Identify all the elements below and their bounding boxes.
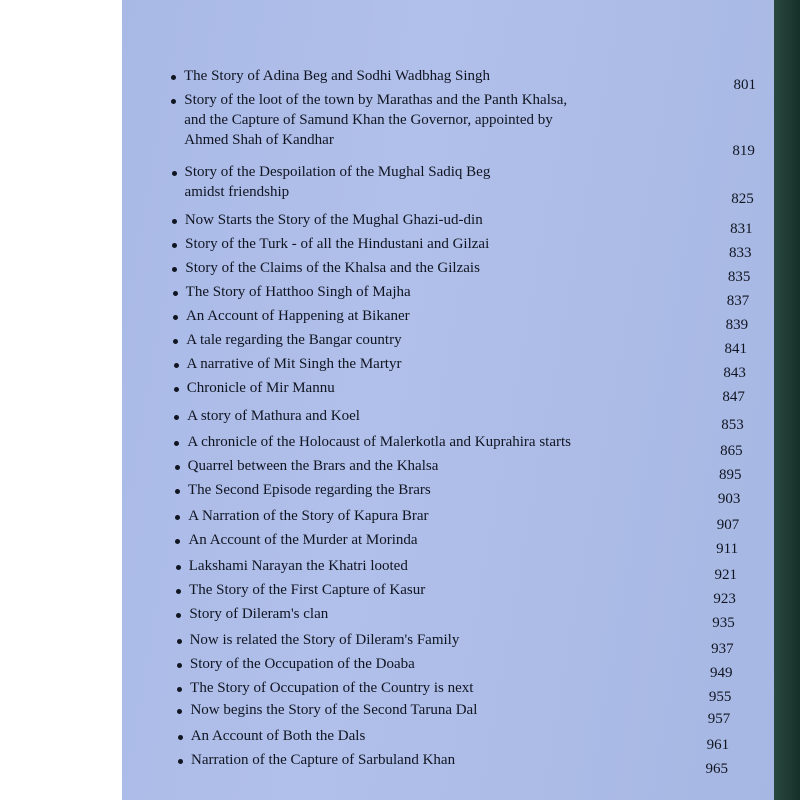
toc-entry-title [190,654,415,674]
bullet-icon [177,639,182,644]
toc-entry-title-line: Narration of the Capture of Sarbuland Khan [191,752,456,768]
toc-entry-title [191,750,455,770]
toc-entry-page-number: 911 [716,541,739,557]
bullet-icon [174,415,179,420]
toc-entry-title [188,480,431,500]
toc-entry-title-line: Now begins the Story of the Second Taruna Dal [190,702,478,718]
toc-entry-title [190,630,460,650]
toc-entry-title [187,378,335,398]
toc-entry-title [189,556,408,576]
bullet-icon [172,267,177,272]
toc-entry-page-number: 935 [712,615,735,631]
toc-entry-page-number: 825 [731,191,754,207]
toc-entry-title-line: Quarrel between the Brars and the Khalsa [187,458,439,474]
toc-entry-title-line: Lakshami Narayan the Khatri looted [188,558,408,574]
toc-entry-page-number: 961 [706,737,730,753]
bullet-icon [175,539,180,544]
toc-entry-title-line: Now Starts the Story of the Mughal Ghazi-ud-din [184,212,483,228]
bullet-icon [173,339,178,344]
toc-entry-title [191,726,366,746]
bullet-icon [177,663,182,668]
toc-entry-title-line: Story of the Occupation of the Doaba [189,656,415,672]
bullet-icon [178,759,183,764]
bullet-icon [173,315,178,320]
toc-entry-page-number: 853 [721,417,744,433]
toc-entry-title-line: The Story of the First Capture of Kasur [189,582,426,598]
toc-entry-title-line: An Account of Happening at Bikaner [185,308,410,324]
toc-entry-page-number: 957 [707,711,731,727]
toc-entry-title [186,306,410,326]
toc-entry-title-line: A tale regarding the Bangar country [186,332,402,348]
bullet-icon [172,171,177,176]
toc-entry-title-line: Story of the loot of the town by Marathas and the Panth Khalsa, [184,92,568,108]
toc-entry-page-number: 847 [722,389,745,405]
toc-entry-title-line: A narrative of Mit Singh the Martyr [186,356,402,372]
toc-entry-title-line: and the Capture of Samund Khan the Governor, appointed by [184,112,553,128]
toc-entry-title [185,258,480,278]
toc-entry-title-line: Story of Dileram's clan [189,606,329,622]
bullet-icon [178,735,183,740]
toc-entry-title [184,90,567,150]
toc-entry-title-line: Ahmed Shah of Kandhar [184,132,334,148]
book-edge-shadow [772,0,800,800]
toc-entry-title-line: The Story of Adina Beg and Sodhi Wadbhag Singh [184,68,490,84]
toc-entry-title [187,432,571,452]
bullet-icon [177,709,182,714]
toc-entry-page-number: 801 [733,77,756,93]
bullet-icon [176,589,181,594]
toc-entry-title [187,354,402,374]
toc-entry-page-number: 843 [723,365,746,381]
toc-entry-title [188,530,417,550]
bullet-icon [175,465,180,470]
bullet-icon [171,99,176,104]
toc-entry-page-number: 819 [732,143,755,159]
toc-entry-page-number: 837 [726,293,750,309]
toc-entry-page-number: 841 [724,341,748,357]
toc-entry-page-number: 903 [717,491,741,507]
toc-entry-title [184,66,490,86]
toc-entry-title [188,456,439,476]
toc-entry-title-line: Chronicle of Mir Mannu [186,380,335,396]
toc-entry-title-line: A story of Mathura and Koel [187,408,360,424]
toc-entry-title-line: A Narration of the Story of Kapura Brar [188,508,429,524]
bullet-icon [177,687,182,692]
bullet-icon [176,613,181,618]
toc-entry-title-line: The Story of Hatthoo Singh of Majha [185,284,411,300]
toc-entry-title-line: An Account of Both the Dals [190,728,366,744]
toc-entry-title [189,604,328,624]
toc-entry-title-line: Story of the Despoilation of the Mughal Sadiq Beg [184,164,491,180]
bullet-icon [171,75,176,80]
toc-entry-title [189,580,425,600]
toc-entry-page-number: 839 [725,317,749,333]
bullet-icon [175,515,180,520]
book-page [122,0,774,800]
bullet-icon [174,441,179,446]
toc-entry-page-number: 965 [705,761,728,777]
toc-entry-title [190,678,473,698]
toc-entry-title-line: The Second Episode regarding the Brars [187,482,431,498]
toc-entry-title [188,506,428,526]
toc-entry-page-number: 923 [713,591,736,607]
bullet-icon [174,363,179,368]
toc-entry-title [186,330,401,350]
toc-entry-page-number: 937 [711,641,734,657]
toc-entry-title-line: amidst friendship [184,184,290,200]
bullet-icon [175,489,180,494]
toc-entry-title [186,282,411,302]
toc-entry-page-number: 865 [720,443,743,459]
toc-entry-page-number: 831 [730,221,753,237]
toc-entry-page-number: 955 [708,689,732,705]
toc-entry-page-number: 949 [709,665,733,681]
toc-entry-title [185,162,491,202]
toc-entry-title-line: A chronicle of the Holocaust of Malerkotla and Kuprahira starts [187,434,571,450]
bullet-icon [173,291,178,296]
toc-entry-title-line: An Account of the Murder at Morinda [188,532,418,548]
toc-entry-title [185,210,483,230]
toc-entry-title [185,234,489,254]
toc-entry-title-line: Story of the Turk - of all the Hindustani and Gilzai [185,236,490,252]
toc-entry-title-line: The Story of Occupation of the Country is next [190,680,474,696]
bullet-icon [172,243,177,248]
bullet-icon [176,565,181,570]
toc-entry-title-line: Now is related the Story of Dileram's Family [189,632,460,648]
toc-entry-page-number: 835 [727,269,751,285]
toc-entry-page-number: 907 [716,517,740,533]
toc-entry-page-number: 921 [714,567,737,583]
bullet-icon [172,219,177,224]
toc-entry-title-line: Story of the Claims of the Khalsa and the Gilzais [185,260,480,276]
bullet-icon [174,387,179,392]
toc-entry-title [187,406,360,426]
toc-entry-title [190,700,477,720]
toc-entry-page-number: 833 [729,245,752,261]
toc-entry-page-number: 895 [718,467,742,483]
